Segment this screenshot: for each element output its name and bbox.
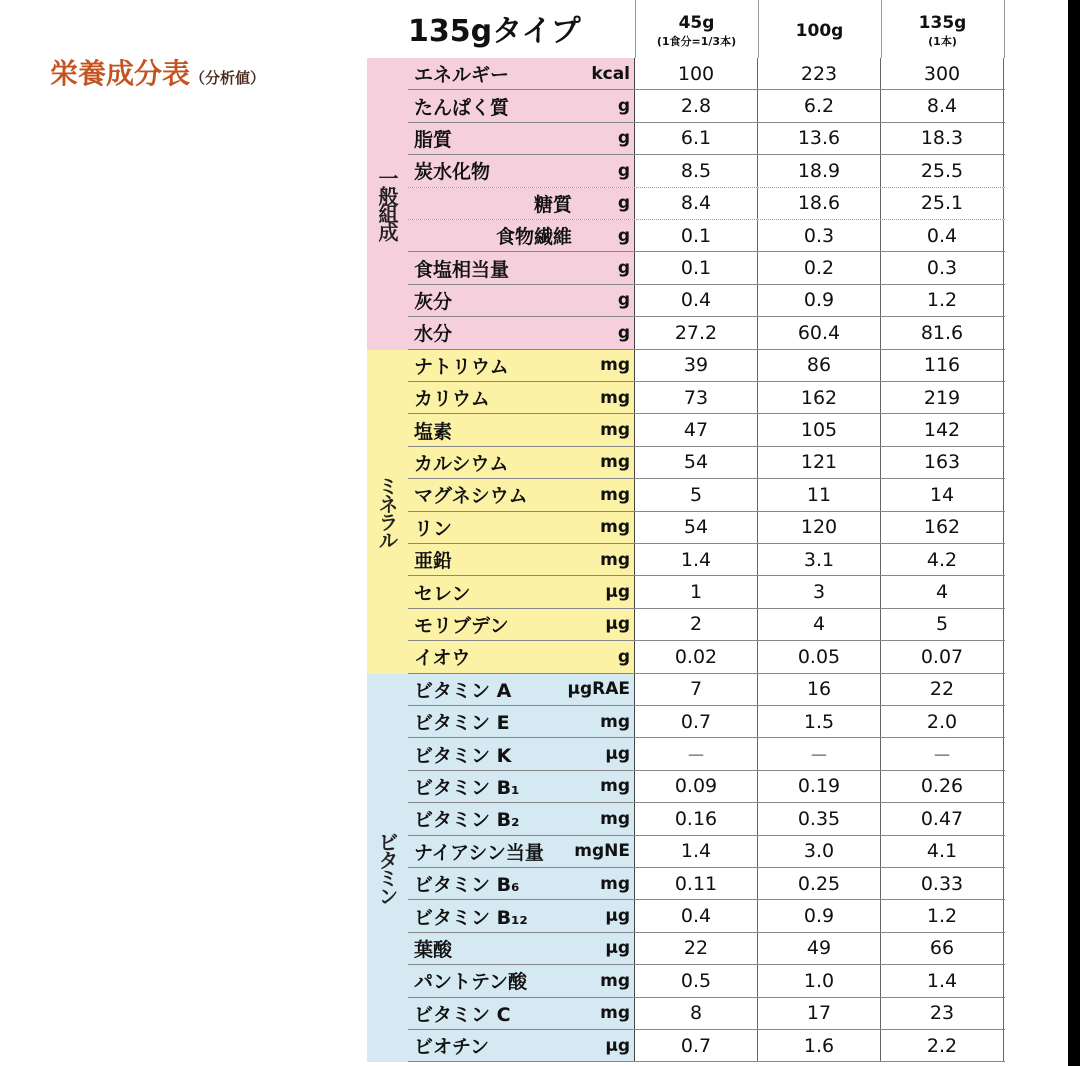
row-label-cell xyxy=(408,90,635,121)
nutrient-unit: mg xyxy=(600,711,630,732)
section-band-2 xyxy=(367,674,408,1063)
table-row xyxy=(408,738,1005,770)
page-title xyxy=(50,52,265,92)
nutrient-unit: mg xyxy=(600,484,630,505)
row-label-cell xyxy=(408,155,635,186)
nutrient-name: ビタミン E xyxy=(414,712,510,735)
value-cell: 18.9 xyxy=(758,155,881,186)
value-cell: 0.26 xyxy=(881,771,1004,802)
value-cell: 116 xyxy=(881,350,1004,381)
row-label-cell xyxy=(408,900,635,931)
nutrient-name: リン xyxy=(414,517,453,540)
value-cell: 0.02 xyxy=(635,641,758,672)
table-row xyxy=(408,252,1005,284)
section-label: ミネラル xyxy=(375,475,399,548)
value-cell: 1.4 xyxy=(635,836,758,867)
nutrient-name: 水分 xyxy=(414,323,453,346)
value-cell: 18.3 xyxy=(881,123,1004,154)
row-label-cell xyxy=(408,868,635,899)
value-cell: 0.35 xyxy=(758,803,881,834)
nutrient-name: ビタミン B₁ xyxy=(414,776,520,799)
value-cell: 0.7 xyxy=(635,1030,758,1061)
value-cell: 2.0 xyxy=(881,706,1004,737)
value-cell: 0.05 xyxy=(758,641,881,672)
table-row xyxy=(408,868,1005,900)
nutrient-name: 葉酸 xyxy=(414,938,453,961)
section-band-1 xyxy=(367,350,408,674)
value-cell: 1.4 xyxy=(881,965,1004,996)
value-cell: 0.19 xyxy=(758,771,881,802)
value-cell: 0.3 xyxy=(881,252,1004,283)
row-label-cell xyxy=(408,609,635,640)
table-row xyxy=(408,447,1005,479)
row-label-cell xyxy=(408,738,635,769)
nutrient-name: モリブデン xyxy=(414,614,509,637)
value-cell: 22 xyxy=(881,674,1004,705)
value-cell: 4.2 xyxy=(881,544,1004,575)
column-header-100g xyxy=(758,4,881,58)
table-row xyxy=(408,90,1005,122)
value-cell: 0.11 xyxy=(635,868,758,899)
table-row xyxy=(408,414,1005,446)
value-cell: 219 xyxy=(881,382,1004,413)
value-cell: 300 xyxy=(881,58,1004,89)
table-row xyxy=(408,900,1005,932)
nutrient-name: ビタミン C xyxy=(414,1003,511,1026)
column-header-main: 45g xyxy=(678,13,715,33)
row-label-cell xyxy=(408,771,635,802)
value-cell: 1 xyxy=(635,576,758,607)
nutrient-unit: μg xyxy=(605,906,630,927)
table-row xyxy=(408,285,1005,317)
value-cell: 0.09 xyxy=(635,771,758,802)
nutrient-unit: μgRAE xyxy=(567,679,630,700)
row-label-cell xyxy=(408,836,635,867)
table-row xyxy=(408,998,1005,1030)
nutrient-unit: g xyxy=(617,290,630,311)
nutrient-name: カルシウム xyxy=(414,452,509,475)
column-header-sub: (1食分=1/3本) xyxy=(656,35,737,48)
nutrient-name: エネルギー xyxy=(414,64,510,87)
value-cell: 0.4 xyxy=(881,220,1004,251)
row-label-cell xyxy=(408,220,635,251)
value-cell: 2 xyxy=(635,609,758,640)
table-row xyxy=(408,609,1005,641)
nutrient-unit: μg xyxy=(605,582,630,603)
value-cell: 163 xyxy=(881,447,1004,478)
header-divider xyxy=(1004,0,1005,58)
table-row xyxy=(408,803,1005,835)
nutrient-unit: μg xyxy=(605,744,630,765)
row-label-cell xyxy=(408,350,635,381)
table-row xyxy=(408,1030,1005,1062)
row-label-cell xyxy=(408,285,635,316)
value-cell: 1.5 xyxy=(758,706,881,737)
value-cell: 8 xyxy=(635,998,758,1029)
value-cell: 66 xyxy=(881,933,1004,964)
row-label-cell xyxy=(408,933,635,964)
nutrient-unit: g xyxy=(617,322,630,343)
nutrient-name: ナイアシン当量 xyxy=(414,841,544,864)
value-cell: 0.4 xyxy=(635,900,758,931)
table-row xyxy=(408,836,1005,868)
row-label-cell xyxy=(408,512,635,543)
table-row xyxy=(408,188,1005,220)
nutrient-name: マグネシウム xyxy=(414,485,528,508)
value-cell: 142 xyxy=(881,414,1004,445)
nutrient-unit: μg xyxy=(605,614,630,635)
value-cell: 0.25 xyxy=(758,868,881,899)
row-label-cell xyxy=(408,479,635,510)
row-label-cell xyxy=(408,998,635,1029)
nutrient-name: セレン xyxy=(414,582,471,605)
nutrient-unit: mg xyxy=(600,517,630,538)
nutrient-name: ナトリウム xyxy=(414,355,509,378)
nutrient-name: 塩素 xyxy=(414,420,453,443)
row-label-cell xyxy=(408,576,635,607)
value-cell: 162 xyxy=(758,382,881,413)
row-label-cell xyxy=(408,58,635,89)
value-cell: 6.1 xyxy=(635,123,758,154)
nutrient-unit: μg xyxy=(605,938,630,959)
value-cell: 121 xyxy=(758,447,881,478)
nutrient-name: ビタミン K xyxy=(414,744,512,767)
row-label-cell xyxy=(408,447,635,478)
nutrient-unit: g xyxy=(617,646,630,667)
table-row xyxy=(408,58,1005,90)
nutrient-name: 脂質 xyxy=(414,128,453,151)
value-cell: 8.5 xyxy=(635,155,758,186)
value-cell: 162 xyxy=(881,512,1004,543)
section-band-0 xyxy=(367,58,408,350)
nutrient-name: たんぱく質 xyxy=(414,96,510,119)
row-label-cell xyxy=(408,188,635,219)
value-cell: － xyxy=(758,738,881,769)
nutrient-name: カリウム xyxy=(414,388,490,411)
row-label-cell xyxy=(408,706,635,737)
value-cell: 25.1 xyxy=(881,188,1004,219)
nutrient-name: ビタミン B₂ xyxy=(414,809,520,832)
column-header-135g xyxy=(881,4,1004,58)
value-cell: 73 xyxy=(635,382,758,413)
nutrient-unit: mg xyxy=(600,1003,630,1024)
row-label-cell xyxy=(408,674,635,705)
table-row xyxy=(408,674,1005,706)
nutrient-unit: mg xyxy=(600,420,630,441)
value-cell: 0.07 xyxy=(881,641,1004,672)
nutrient-name: 食物繊維 xyxy=(495,226,572,249)
nutrient-name: 食塩相当量 xyxy=(414,258,510,281)
nutrient-unit: mg xyxy=(600,873,630,894)
value-cell: 105 xyxy=(758,414,881,445)
column-header-sub: (1本) xyxy=(928,35,957,48)
value-cell: 0.47 xyxy=(881,803,1004,834)
nutrient-unit: g xyxy=(617,128,630,149)
table-row xyxy=(408,317,1005,349)
value-cell: 5 xyxy=(881,609,1004,640)
value-cell: 8.4 xyxy=(635,188,758,219)
value-cell: 7 xyxy=(635,674,758,705)
screen-edge xyxy=(1068,0,1080,1066)
type-heading: 135gタイプ xyxy=(408,14,581,49)
nutrient-unit: kcal xyxy=(591,63,630,84)
nutrient-name: 糖質 xyxy=(533,193,572,216)
value-cell: 86 xyxy=(758,350,881,381)
table-row xyxy=(408,123,1005,155)
nutrient-unit: mg xyxy=(600,452,630,473)
nutrient-name: 灰分 xyxy=(414,290,453,313)
table-row xyxy=(408,350,1005,382)
row-label-cell xyxy=(408,123,635,154)
value-cell: 18.6 xyxy=(758,188,881,219)
value-cell: 4 xyxy=(881,576,1004,607)
nutrient-unit: mg xyxy=(600,776,630,797)
value-cell: 60.4 xyxy=(758,317,881,348)
table-row xyxy=(408,220,1005,252)
value-cell: 17 xyxy=(758,998,881,1029)
table-row xyxy=(408,933,1005,965)
table-row xyxy=(408,965,1005,997)
table-row xyxy=(408,382,1005,414)
value-cell: 0.9 xyxy=(758,900,881,931)
value-cell: 8.4 xyxy=(881,90,1004,121)
nutrient-unit: μg xyxy=(605,1035,630,1056)
value-cell: 27.2 xyxy=(635,317,758,348)
nutrient-unit: g xyxy=(617,225,630,246)
value-cell: 2.2 xyxy=(881,1030,1004,1061)
value-cell: 4 xyxy=(758,609,881,640)
value-cell: 4.1 xyxy=(881,836,1004,867)
nutrient-unit: mg xyxy=(600,355,630,376)
value-cell: 1.2 xyxy=(881,285,1004,316)
value-cell: 39 xyxy=(635,350,758,381)
nutrient-name: ビタミン A xyxy=(414,679,512,702)
row-label-cell xyxy=(408,1030,635,1061)
table-row xyxy=(408,544,1005,576)
value-cell: 47 xyxy=(635,414,758,445)
nutrient-unit: mgNE xyxy=(574,841,630,862)
nutrient-name: ビタミン B₁₂ xyxy=(414,906,528,929)
value-cell: 11 xyxy=(758,479,881,510)
row-label-cell xyxy=(408,382,635,413)
nutrient-name: イオウ xyxy=(414,647,471,670)
nutrient-unit: mg xyxy=(600,549,630,570)
nutrient-unit: g xyxy=(617,96,630,117)
value-cell: 6.2 xyxy=(758,90,881,121)
section-label: 一般組成 xyxy=(375,167,399,240)
value-cell: 25.5 xyxy=(881,155,1004,186)
table-row xyxy=(408,479,1005,511)
value-cell: 2.8 xyxy=(635,90,758,121)
value-cell: 120 xyxy=(758,512,881,543)
value-cell: 0.5 xyxy=(635,965,758,996)
row-label-cell xyxy=(408,414,635,445)
value-cell: 0.2 xyxy=(758,252,881,283)
value-cell: 100 xyxy=(635,58,758,89)
value-cell: 49 xyxy=(758,933,881,964)
value-cell: 0.7 xyxy=(635,706,758,737)
value-cell: 0.4 xyxy=(635,285,758,316)
value-cell: 5 xyxy=(635,479,758,510)
nutrient-unit: mg xyxy=(600,387,630,408)
table-row xyxy=(408,641,1005,673)
value-cell: － xyxy=(635,738,758,769)
table-row xyxy=(408,706,1005,738)
value-cell: － xyxy=(881,738,1004,769)
value-cell: 14 xyxy=(881,479,1004,510)
value-cell: 54 xyxy=(635,512,758,543)
title-main: 栄養成分表 xyxy=(50,57,191,90)
nutrient-name: 亜鉛 xyxy=(414,550,453,573)
value-cell: 1.4 xyxy=(635,544,758,575)
nutrient-unit: g xyxy=(617,160,630,181)
table-row xyxy=(408,771,1005,803)
value-cell: 223 xyxy=(758,58,881,89)
nutrient-unit: mg xyxy=(600,808,630,829)
row-label-cell xyxy=(408,317,635,348)
header-divider xyxy=(881,0,882,58)
table-row xyxy=(408,576,1005,608)
nutrient-name: 炭水化物 xyxy=(414,161,491,184)
header-divider xyxy=(758,0,759,58)
column-header-main: 135g xyxy=(918,13,967,33)
value-cell: 0.1 xyxy=(635,220,758,251)
value-cell: 1.0 xyxy=(758,965,881,996)
value-cell: 0.16 xyxy=(635,803,758,834)
table-row xyxy=(408,512,1005,544)
section-label: ビタミン xyxy=(375,831,399,904)
row-label-cell xyxy=(408,965,635,996)
nutrient-name: ビタミン B₆ xyxy=(414,874,520,897)
nutrient-unit: g xyxy=(617,258,630,279)
row-label-cell xyxy=(408,544,635,575)
value-cell: 0.9 xyxy=(758,285,881,316)
value-cell: 3.1 xyxy=(758,544,881,575)
value-cell: 0.33 xyxy=(881,868,1004,899)
value-cell: 23 xyxy=(881,998,1004,1029)
value-cell: 3.0 xyxy=(758,836,881,867)
nutrient-unit: mg xyxy=(600,970,630,991)
value-cell: 1.2 xyxy=(881,900,1004,931)
table-row xyxy=(408,155,1005,187)
header-divider xyxy=(635,0,636,58)
value-cell: 16 xyxy=(758,674,881,705)
value-cell: 3 xyxy=(758,576,881,607)
value-cell: 54 xyxy=(635,447,758,478)
row-label-cell xyxy=(408,252,635,283)
value-cell: 81.6 xyxy=(881,317,1004,348)
value-cell: 0.1 xyxy=(635,252,758,283)
title-sub: （分析値） xyxy=(190,69,266,87)
value-cell: 13.6 xyxy=(758,123,881,154)
value-cell: 22 xyxy=(635,933,758,964)
nutrient-unit: g xyxy=(617,193,630,214)
row-label-cell xyxy=(408,803,635,834)
column-header-45g xyxy=(635,4,758,58)
value-cell: 1.6 xyxy=(758,1030,881,1061)
column-header-main: 100g xyxy=(795,21,844,41)
nutrient-name: ビオチン xyxy=(414,1036,490,1059)
row-label-cell xyxy=(408,641,635,672)
nutrient-name: パントテン酸 xyxy=(414,971,528,994)
value-cell: 0.3 xyxy=(758,220,881,251)
